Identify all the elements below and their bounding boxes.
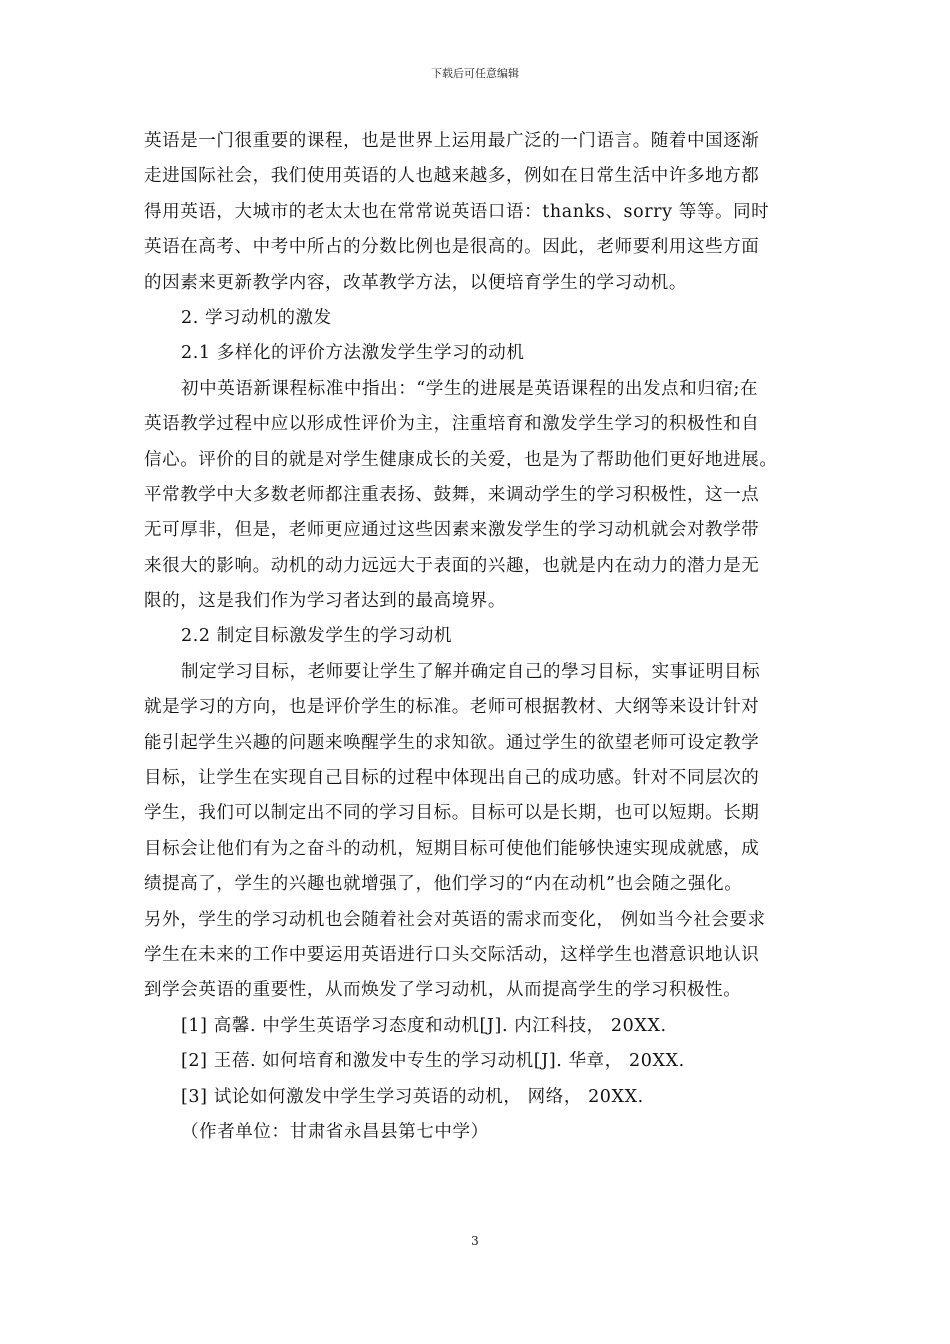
body-line: 能引起学生兴趣的问题来唤醒学生的求知欲。通过学生的欲望老师可设定教学 — [144, 732, 760, 753]
body-line: 英语在高考、中考中所占的分数比例也是很高的。因此，老师要利用这些方面 — [144, 237, 760, 258]
body-line: 学生，我们可以制定出不同的学习目标。目标可以是长期，也可以短期。长期 — [144, 803, 760, 824]
body-line: 英语教学过程中应以形成性评价为主，注重培育和激发学生学习的积极性和自 — [144, 414, 760, 435]
page-number: 3 — [471, 1234, 479, 1248]
body-line: 信心。评价的目的就是对学生健康成长的关爱，也是为了帮助他们更好地进展。 — [144, 449, 778, 470]
section-heading: 2. 学习动机的激发 — [181, 307, 332, 328]
reference-item: [3] 试论如何激发中学生学习英语的动机， 网络， 20XX. — [181, 1086, 644, 1107]
body-line: 得用英语，大城市的老太太也在常常说英语口语：thanks、sorry 等等。同时 — [144, 201, 770, 222]
body-line: 到学会英语的重要性，从而焕发了学习动机，从而提高学生的学习积极性。 — [144, 980, 742, 1001]
body-line: 绩提高了，学生的兴趣也就增强了，他们学习的“内在动机”也会随之强化。 — [144, 874, 743, 895]
body-line: 另外，学生的学习动机也会随着社会对英语的需求而变化， 例如当今社会要求 — [144, 909, 766, 930]
body-line: 目标会让他们有为之奋斗的动机，短期目标可使他们能够快速实现成就感，成 — [144, 838, 760, 859]
author-affiliation: （作者单位：甘肃省永昌县第七中学） — [181, 1121, 489, 1142]
body-line: 无可厚非，但是，老师更应通过这些因素来激发学生的学习动机就会对教学带 — [144, 520, 760, 541]
body-line: 就是学习的方向，也是评价学生的标准。老师可根据教材、大纲等来设计针对 — [144, 697, 760, 718]
body-line: 走进国际社会，我们使用英语的人也越来越多，例如在日常生活中许多地方都 — [144, 166, 760, 187]
body-line: 来很大的影响。动机的动力远远大于表面的兴趣，也就是内在动力的潜力是无 — [144, 555, 760, 576]
subsection-heading: 2.1 多样化的评价方法激发学生学习的动机 — [181, 343, 525, 364]
body-line: 的因素来更新教学内容，改革教学方法，以便培育学生的学习动机。 — [144, 272, 687, 293]
body-line: 目标，让学生在实现自己目标的过程中体现出自己的成功感。针对不同层次的 — [144, 768, 760, 789]
body-line: 英语是一门很重要的课程，也是世界上运用最广泛的一门语言。随着中国逐渐 — [144, 131, 760, 151]
subsection-heading: 2.2 制定目标激发学生的学习动机 — [181, 626, 453, 647]
body-line: 制定学习目标，老师要让学生了解并确定自己的學习目标，实事证明目标 — [181, 661, 761, 682]
page-header-note: 下载后可任意编辑 — [431, 67, 519, 80]
body-line: 学生在未来的工作中要运用英语进行口头交际活动，这样学生也潜意识地认识 — [144, 944, 760, 965]
reference-item: [1] 高馨. 中学生英语学习态度和动机[J]. 内江科技， 20XX. — [181, 1015, 667, 1036]
body-line: 平常教学中大多数老师都注重表扬、鼓舞，来调动学生的学习积极性，这一点 — [144, 484, 760, 505]
body-line: 初中英语新课程标准中指出：“学生的进展是英语课程的出发点和归宿;在 — [181, 378, 759, 399]
document-body — [144, 124, 814, 1150]
reference-item: [2] 王蓓. 如何培育和激发中专生的学习动机[J]. 华章， 20XX. — [181, 1051, 685, 1072]
body-line: 限的，这是我们作为学习者达到的最高境界。 — [144, 591, 506, 612]
